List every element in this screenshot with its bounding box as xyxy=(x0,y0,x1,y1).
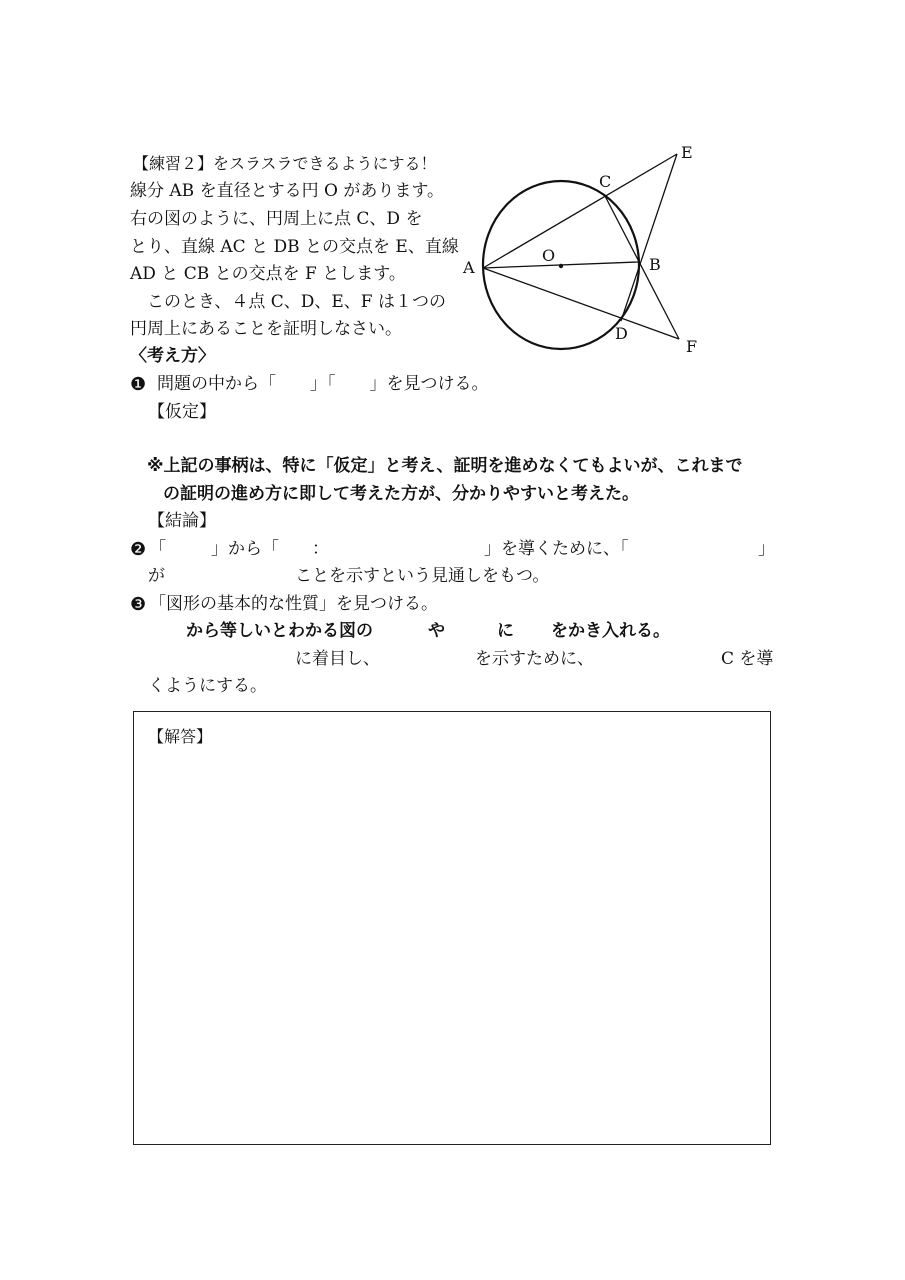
label-f: F xyxy=(686,337,698,356)
line-cf xyxy=(605,196,679,339)
line-de xyxy=(621,154,677,321)
step3-bold-c: に xyxy=(497,621,514,641)
line-af xyxy=(483,268,679,339)
step2-close-quote: 」 xyxy=(758,539,775,559)
step2-from: 」から「 xyxy=(211,539,279,559)
step2-outlook: ことを示すという見通しをもつ。 xyxy=(295,566,550,586)
problem-line-6: 円周上にあることを証明しなさい。 xyxy=(130,319,402,339)
note-line-2: の証明の進め方に即して考えた方が、分かりやすいと考えた。 xyxy=(163,484,639,504)
step3-bold-a: から等しいとわかる図の xyxy=(186,621,373,641)
step3-line2-c: C を導 xyxy=(721,649,774,669)
label-e: E xyxy=(681,143,693,162)
circle-figure xyxy=(455,140,715,365)
label-b: B xyxy=(649,255,661,274)
problem-line-2: 右の図のように、円周上に点 C、D を xyxy=(130,209,423,229)
center-point xyxy=(559,264,563,268)
step1-text: 問題の中から「 」「 」を見つける。 xyxy=(157,374,489,394)
label-a: A xyxy=(463,258,475,277)
problem-line-1: 線分 AB を直径とする円 O があります。 xyxy=(130,181,444,201)
step2-open-quote: 「 xyxy=(149,539,166,559)
step2-derive: 」を導くために、「 xyxy=(484,539,629,559)
exercise-heading: 【練習２】をスラスラできるようにする！ xyxy=(133,154,437,173)
step3-text: 「図形の基本的な性質」を見つける。 xyxy=(149,594,438,614)
answer-label: 【解答】 xyxy=(148,727,213,746)
conclusion-label: 【結論】 xyxy=(148,511,216,531)
problem-line-4: AD と CB との交点を F とします。 xyxy=(130,264,406,284)
step2-ga: が xyxy=(148,566,165,586)
label-o: O xyxy=(542,246,556,265)
assumption-label: 【仮定】 xyxy=(148,402,216,422)
step1-mark: ❶ xyxy=(130,374,147,395)
step3-bold-d: をかき入れる。 xyxy=(551,621,670,641)
step3-line2-a: に着目し、 xyxy=(295,649,380,669)
approach-title: 〈考え方〉 xyxy=(130,346,215,366)
step2-mark: ❷ xyxy=(130,539,147,560)
problem-line-5: このとき、４点 C、D、E、F は１つの xyxy=(130,292,446,312)
line-ae xyxy=(483,154,677,268)
note-line-1: ※上記の事柄は、特に「仮定」と考え、証明を進めなくてもよいが、これまで xyxy=(147,456,743,476)
step2-colon: ： xyxy=(312,539,329,559)
problem-line-3: とり、直線 AC と DB との交点を E、直線 xyxy=(130,237,459,257)
answer-box[interactable] xyxy=(133,711,771,1145)
step3-bold-b: や xyxy=(428,621,445,641)
circle-diagram xyxy=(455,140,715,365)
step3-mark: ❸ xyxy=(130,594,147,615)
step3-line3: くようにする。 xyxy=(148,676,267,696)
step3-line2-b: を示すために、 xyxy=(475,649,594,669)
label-d: D xyxy=(615,324,628,343)
label-c: C xyxy=(599,172,612,191)
